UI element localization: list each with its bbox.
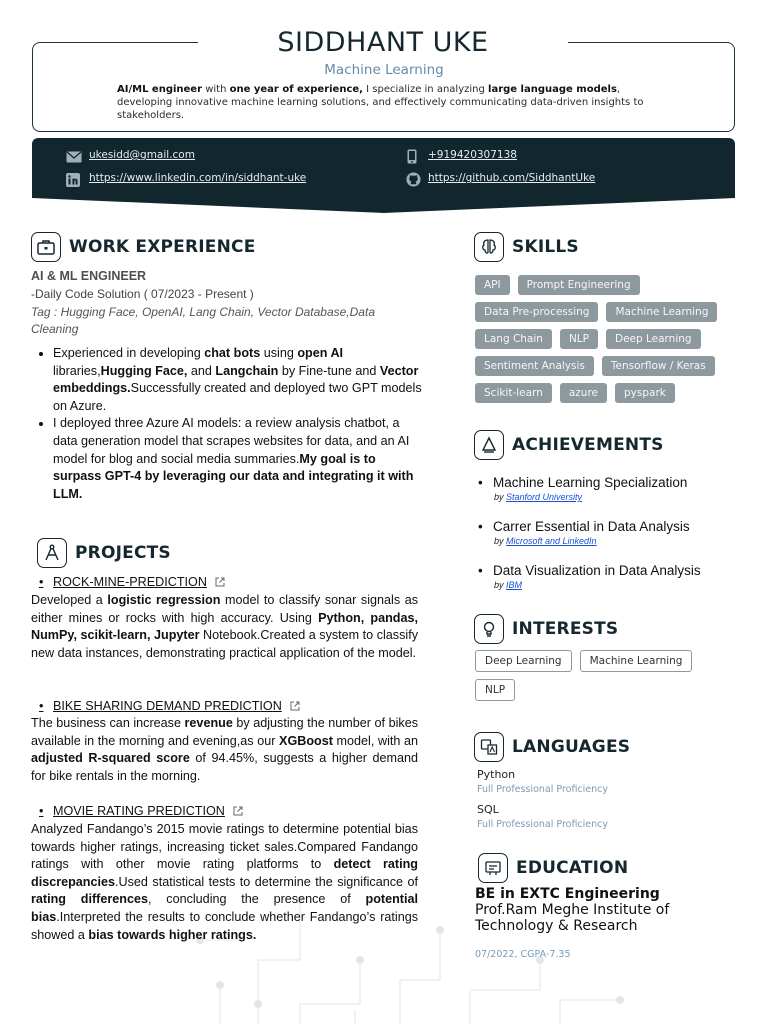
bold-text: adjusted R-squared score bbox=[31, 751, 190, 766]
text: using bbox=[260, 346, 298, 360]
skill-chip: Lang Chain bbox=[475, 329, 552, 349]
skill-chip: Prompt Engineering bbox=[518, 275, 640, 295]
bold-text: rating differences bbox=[31, 892, 148, 907]
achievement-item bbox=[478, 519, 690, 546]
skill-chip: API bbox=[475, 275, 510, 295]
issuer-link[interactable]: Microsoft and LinkedIn bbox=[506, 536, 597, 546]
interests-row bbox=[475, 650, 745, 672]
by-label: by bbox=[494, 580, 507, 590]
phone-icon bbox=[406, 149, 418, 164]
issuer-link[interactable]: Stanford University bbox=[506, 492, 583, 502]
bold-text: logistic regression bbox=[107, 593, 221, 607]
project-link-rock-mine[interactable] bbox=[39, 575, 225, 589]
work-bullets bbox=[31, 345, 423, 503]
github-link[interactable]: https://github.com/SiddhantUke bbox=[428, 172, 596, 184]
work-bullet bbox=[53, 415, 423, 503]
skill-chip: Machine Learning bbox=[606, 302, 717, 322]
interest-chip: NLP bbox=[475, 679, 515, 701]
linkedin-icon bbox=[66, 173, 80, 187]
text: model, with an bbox=[332, 733, 419, 748]
projects-heading bbox=[37, 538, 171, 568]
trophy-icon bbox=[474, 430, 504, 460]
phone-link[interactable]: +919420307138 bbox=[428, 149, 517, 161]
skills-row bbox=[475, 383, 745, 403]
translate-icon bbox=[474, 732, 504, 762]
text: of 94.45%, suggests a higher demand for bike rentals in the morning. bbox=[31, 751, 418, 783]
bold-text: open AI bbox=[297, 346, 344, 360]
briefcase-icon bbox=[31, 232, 61, 262]
achievement-title: • Data Visualization in Data Analysis bbox=[478, 563, 701, 578]
bullet-dot: • bbox=[39, 804, 44, 818]
language-name: SQL bbox=[477, 803, 499, 816]
achievement-issuer bbox=[494, 580, 701, 590]
email-icon bbox=[66, 150, 82, 164]
brain-icon bbox=[474, 232, 504, 262]
skills-row bbox=[475, 329, 745, 349]
skill-chip: Data Pre-processing bbox=[475, 302, 598, 322]
interest-chip: Deep Learning bbox=[475, 650, 572, 672]
interest-chip: Machine Learning bbox=[580, 650, 693, 672]
summary-part: , developing innovative machine learning solutions, and effectively communicating data-driven insights to stakeholders. bbox=[117, 84, 644, 121]
skill-chip: Deep Learning bbox=[606, 329, 701, 349]
bold-text: Vector embeddings. bbox=[53, 363, 419, 396]
summary-text bbox=[117, 83, 677, 122]
external-link-icon bbox=[233, 806, 243, 816]
lightbulb-icon bbox=[474, 614, 504, 644]
achievement-item bbox=[478, 475, 687, 502]
text: libraries, bbox=[53, 363, 101, 378]
text: The business can increase bbox=[31, 716, 185, 730]
bold-text: potential bias bbox=[31, 892, 418, 924]
compass-icon bbox=[37, 538, 67, 568]
skill-chip: Scikit-learn bbox=[475, 383, 552, 403]
work-bullet bbox=[53, 345, 423, 415]
external-link-icon bbox=[215, 577, 225, 587]
skills-heading bbox=[474, 232, 579, 262]
section-title: ACHIEVEMENTS bbox=[512, 435, 664, 455]
bold-text: detect rating discrepancies bbox=[31, 857, 418, 889]
candidate-name: SIDDHANT UKE bbox=[198, 26, 568, 60]
language-level: Full Professional Proficiency bbox=[477, 819, 609, 830]
skill-chip: pyspark bbox=[615, 383, 675, 403]
text: Analyzed Fandango’s 2015 movie ratings to determine potential bias towards higher ratings, increasing ticket sales.Compared Fandango ratings with other movie rating platforms to bbox=[31, 822, 418, 872]
languages-heading bbox=[474, 732, 630, 762]
bold-text: chat bots bbox=[204, 346, 261, 360]
project-description bbox=[31, 715, 418, 785]
section-title: SKILLS bbox=[512, 237, 579, 257]
achievement-item bbox=[478, 563, 701, 590]
interests-row bbox=[475, 679, 745, 701]
achievement-title: • Carrer Essential in Data Analysis bbox=[478, 519, 690, 534]
bold-text: revenue bbox=[184, 716, 233, 730]
text: Successfully created and deployed two GPT models on Azure. bbox=[53, 381, 422, 413]
skills-row bbox=[475, 302, 745, 322]
skill-chip: NLP bbox=[560, 329, 598, 349]
education-date: 07/2022 bbox=[475, 949, 515, 960]
section-title: LANGUAGES bbox=[512, 737, 631, 757]
skill-chip: Tensorflow / Keras bbox=[602, 356, 715, 376]
work-experience-heading bbox=[31, 232, 256, 262]
text: , concluding the presence of bbox=[147, 892, 366, 907]
achievement-issuer bbox=[494, 536, 690, 546]
project-link-movie-rating[interactable] bbox=[39, 804, 243, 818]
section-title: WORK EXPERIENCE bbox=[69, 237, 256, 257]
issuer-link[interactable]: IBM bbox=[506, 580, 523, 590]
email-link[interactable]: ukesidd@gmail.com bbox=[89, 149, 195, 161]
bullet-dot: • bbox=[39, 575, 44, 589]
education-meta bbox=[475, 949, 571, 960]
text: .Used statistical tests to determine the significance of bbox=[115, 874, 418, 889]
bold-text: Langchain bbox=[215, 363, 279, 378]
project-title: MOVIE RATING PREDICTION bbox=[53, 804, 225, 818]
education-school: Prof.Ram Meghe Institute of Technology & Research bbox=[475, 902, 670, 934]
linkedin-link[interactable]: https://www.linkedin.com/in/siddhant-uke bbox=[89, 172, 307, 184]
achievement-issuer bbox=[494, 492, 687, 502]
education-degree: BE in EXTC Engineering bbox=[475, 886, 660, 902]
project-title: BIKE SHARING DEMAND PREDICTION bbox=[53, 699, 282, 713]
skills-row bbox=[475, 275, 745, 295]
interests-heading bbox=[474, 614, 618, 644]
github-icon bbox=[406, 172, 421, 187]
text: .Interpreted the results to conclude whether Fandango’s ratings showed a bbox=[31, 909, 418, 942]
bold-text: Hugging Face, bbox=[100, 363, 188, 378]
skill-chip: Sentiment Analysis bbox=[475, 356, 594, 376]
text: Experienced in developing bbox=[53, 346, 205, 360]
project-title: ROCK-MINE-PREDICTION bbox=[53, 575, 207, 589]
text: by adjusting the number of bikes available in the morning and evening,as our bbox=[31, 716, 418, 748]
summary-bold: AI/ML engineer bbox=[117, 84, 203, 95]
by-label: by bbox=[494, 492, 507, 502]
project-link-bike-sharing[interactable] bbox=[39, 699, 300, 713]
language-level: Full Professional Proficiency bbox=[477, 784, 609, 795]
graduation-icon bbox=[478, 853, 508, 883]
section-title: PROJECTS bbox=[75, 543, 171, 563]
bold-text: My goal is to surpass GPT-4 by leveraging our data and integrating it with LLM. bbox=[53, 451, 414, 501]
text: Notebook.Created a system to classify new data instances, demonstrating practical application of the model. bbox=[31, 628, 418, 660]
separator: , bbox=[514, 949, 521, 960]
external-link-icon bbox=[290, 701, 300, 711]
interests-list bbox=[475, 650, 745, 708]
education-cgpa: CGPA-7.35 bbox=[520, 949, 571, 960]
skill-chip: azure bbox=[560, 383, 607, 403]
summary-bold: large language models bbox=[488, 84, 617, 95]
bullet-dot: • bbox=[39, 699, 44, 713]
by-label: by bbox=[494, 536, 507, 546]
text: by Fine-tune and bbox=[278, 363, 380, 378]
section-title: EDUCATION bbox=[516, 858, 629, 878]
project-description bbox=[31, 592, 418, 662]
achievements-heading bbox=[474, 430, 664, 460]
bold-text: Python, pandas, NumPy, scikit-learn, Jupyter bbox=[31, 610, 418, 643]
achievement-title: • Machine Learning Specialization bbox=[478, 475, 687, 490]
summary-part: with bbox=[202, 84, 230, 95]
education-heading bbox=[478, 853, 628, 883]
bold-text: XGBoost bbox=[279, 733, 333, 748]
summary-part: I specialize in analyzing bbox=[362, 84, 489, 95]
text: and bbox=[187, 363, 216, 378]
skills-list bbox=[475, 275, 745, 410]
candidate-role: Machine Learning bbox=[324, 62, 444, 78]
language-name: Python bbox=[477, 768, 516, 781]
section-title: INTERESTS bbox=[512, 619, 619, 639]
text: model to classify sonar signals as either mines or rocks with high accuracy. Using bbox=[31, 593, 418, 625]
text: I deployed three Azure AI models: a review analysis chatbot, a data generation model that scrapes websites for data, and an AI model for blog and social media summaries. bbox=[53, 416, 410, 466]
summary-bold: one year of experience, bbox=[229, 84, 363, 95]
job-tags: Tag : Hugging Face, OpenAI, Lang Chain, Vector Database,Data Cleaning bbox=[31, 305, 375, 336]
text: Developed a bbox=[31, 593, 108, 607]
project-description bbox=[31, 821, 418, 944]
job-title: AI & ML ENGINEER bbox=[31, 269, 147, 283]
bold-text: bias towards higher ratings. bbox=[88, 927, 257, 942]
job-company: -Daily Code Solution ( 07/2023 - Present ) bbox=[31, 287, 254, 301]
skills-row bbox=[475, 356, 745, 376]
